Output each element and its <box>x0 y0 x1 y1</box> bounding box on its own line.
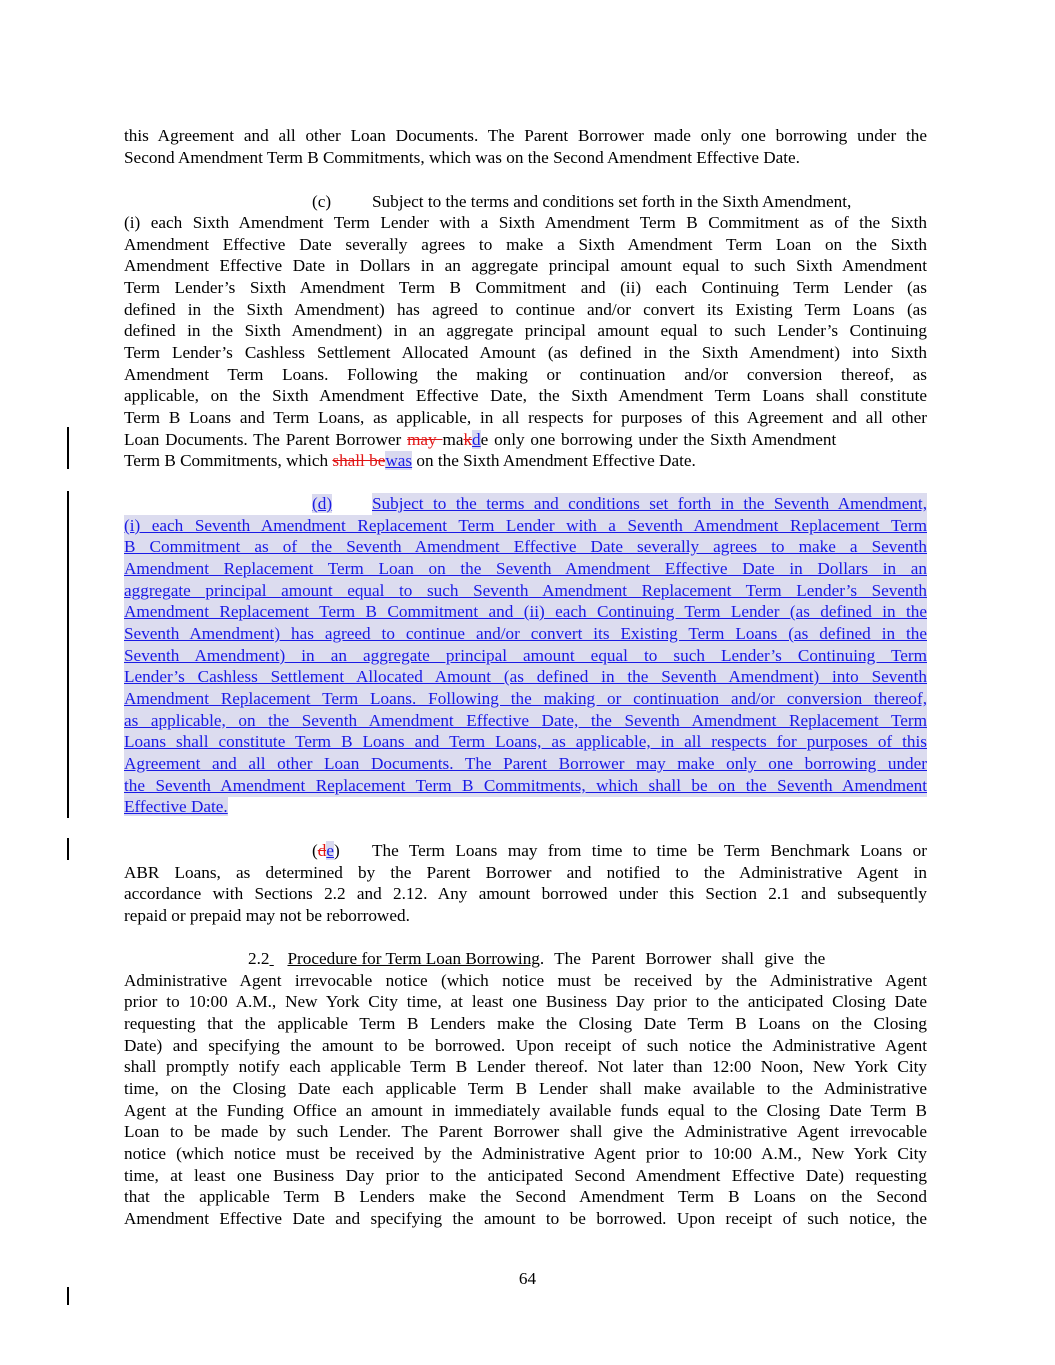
inserted-line <box>124 515 927 537</box>
inserted-text: Seventh Amendment) has agreed to continue and/or convert its Existing Term Loans (as defined in the <box>124 624 927 643</box>
inserted-line <box>124 601 927 623</box>
inserted-line <box>124 645 927 667</box>
heading-spacer <box>269 948 287 970</box>
text-line: Amendment Effective Date in Dollars in an aggregate principal amount equal to such Sixth Amendment <box>124 256 927 275</box>
inserted-line <box>124 580 927 602</box>
text-run: ma <box>442 430 464 449</box>
text-line: repaid or prepaid may not be reborrowed. <box>124 906 410 925</box>
inserted-text: Amendment Replacement Term Loan on the Seventh Amendment Effective Date in Dollars in an <box>124 559 927 578</box>
deleted-text: may <box>407 430 443 449</box>
inserted-text: (i) each Seventh Amendment Replacement Term Lender with a Seventh Amendment Replacement Term <box>124 516 927 535</box>
text-run: Term B Commitments, which <box>124 451 333 470</box>
text-line: defined in the Sixth Amendment) in an aggregate principal amount equal to such Lender’s Continuing <box>124 321 927 340</box>
paragraph-e-first-line: The Term Loans may from time to time be Term Benchmark Loans or <box>372 841 927 860</box>
text-line: Agent at the Funding Office an amount in immediately available funds equal to the Closing Date Term B <box>124 1101 927 1120</box>
inserted-line <box>124 753 927 775</box>
text-run: ) <box>333 841 340 860</box>
inserted-text: Seventh Amendment) in an aggregate principal amount equal to such Lender’s Continuing Term <box>124 646 927 665</box>
inserted-text: Loans shall constitute Term B Loans and Term Loans, as applicable, in all respects for purposes of this <box>124 732 927 751</box>
inserted-text: B Commitment as of the Seventh Amendment Effective Date severally agrees to make a Seventh <box>124 537 927 556</box>
text-line: time, at least one Business Day prior to the anticipated Second Amendment Effective Date) requesting <box>124 1166 927 1185</box>
section-heading: Procedure for Term Loan Borrowing <box>287 949 540 968</box>
text-line: Amendment Effective Date and specifying the amount to be borrowed. Upon receipt of such notice, the <box>124 1209 927 1228</box>
change-bar <box>67 838 69 860</box>
text-line: accordance with Sections 2.2 and 2.12. Any amount borrowed under this Section 2.1 and subsequently <box>124 884 927 903</box>
inserted-text: Effective Date. <box>124 797 228 816</box>
change-bar <box>67 427 69 469</box>
text-line: defined in the Sixth Amendment) has agreed to continue and/or convert its Existing Term Loans (as <box>124 300 927 319</box>
text-line: shall promptly notify each applicable Term B Lender thereof. Not later than 12:00 Noon, New York City <box>124 1057 927 1076</box>
text-line: this Agreement and all other Loan Documents. The Parent Borrower made only one borrowing under the <box>124 126 927 145</box>
text-line: Term Lender’s Sixth Amendment Term B Commitment and (ii) each Continuing Term Lender (as <box>124 278 927 297</box>
deleted-text: d <box>317 841 327 860</box>
inserted-text: d <box>472 430 481 449</box>
text-line: (i) each Sixth Amendment Term Lender with a Sixth Amendment Term B Commitment as of the Sixth <box>124 213 927 232</box>
change-bar <box>67 491 69 818</box>
inserted-text: as applicable, on the Seventh Amendment Effective Date, the Seventh Amendment Replacement Term <box>124 711 927 730</box>
text-line-revised <box>124 429 927 451</box>
inserted-text: Amendment Replacement Term B Commitment and (ii) each Continuing Term Lender (as defined in the <box>124 602 927 621</box>
section-number: 2.2 <box>248 949 270 968</box>
text-line: Loan to be made by such Lender. The Parent Borrower shall give the Administrative Agent irrevocable <box>124 1122 927 1141</box>
inserted-line <box>124 666 927 688</box>
text-line-revised <box>124 450 927 472</box>
inserted-text: Subject to the terms and conditions set forth in the Seventh Amendment, <box>372 494 927 513</box>
text-line: Date) and specifying the amount to be borrowed. Upon receipt of such notice the Administrative Agent <box>124 1036 927 1055</box>
text-line: Second Amendment Term B Commitments, which was on the Second Amendment Effective Date. <box>124 148 800 167</box>
text-run: Loan Documents. The Parent Borrower <box>124 430 408 449</box>
text-line: applicable, on the Sixth Amendment Effective Date, the Sixth Amendment Term Loans shall constitute <box>124 386 927 405</box>
inserted-line <box>124 536 927 558</box>
text-line: ABR Loans, as determined by the Parent Borrower and notified to the Administrative Agent in <box>124 863 927 882</box>
deleted-text: shall be <box>332 451 386 470</box>
paragraph-marker-d <box>312 493 336 515</box>
text-run: on the Sixth Amendment Effective Date. <box>412 451 696 470</box>
text-line: requesting that the applicable Term B Lenders make the Closing Date Term B Loans on the Closing <box>124 1014 927 1033</box>
text-line: Administrative Agent irrevocable notice (which notice must be received by the Administrative Agent <box>124 971 927 990</box>
text-line: that the applicable Term B Lenders make the Second Amendment Term B Loans on the Second <box>124 1187 927 1206</box>
inserted-line <box>124 710 927 732</box>
inserted-line <box>124 558 927 580</box>
inserted-text: e <box>326 841 334 860</box>
paragraph-marker-c: (c) <box>312 192 332 211</box>
inserted-text: aggregate principal amount equal to such Seventh Amendment Replacement Term Lender’s Seventh <box>124 581 927 600</box>
change-bar <box>67 1287 69 1305</box>
inserted-text: was <box>385 451 413 470</box>
inserted-text: the Seventh Amendment Replacement Term B Commitments, which shall be on the Seventh Amendment <box>124 776 927 795</box>
inserted-line <box>124 688 927 710</box>
text-run: e only one borrowing under the Sixth Amendment <box>480 430 837 449</box>
inserted-line <box>124 623 927 645</box>
paragraph-marker-e <box>312 840 362 862</box>
inserted-text: Amendment Replacement Term Loans. Following the making or continuation and/or conversion thereof, <box>124 689 927 708</box>
text-line: Amendment Term Loans. Following the making or continuation and/or conversion thereof, as <box>124 365 927 384</box>
text-run: . The Parent Borrower shall give the <box>539 949 826 968</box>
text-run: ( <box>312 841 318 860</box>
inserted-line-last <box>124 796 240 818</box>
text-line: Amendment Effective Date severally agrees to make a Sixth Amendment Term Loan on the Sixth <box>124 235 927 254</box>
inserted-line <box>124 775 927 797</box>
section-2-2-first-line <box>248 948 928 970</box>
inserted-text: Lender’s Cashless Settlement Allocated Amount (as defined in the Seventh Amendment) into Seventh <box>124 667 927 686</box>
text-line: Term Lender’s Cashless Settlement Allocated Amount (as defined in the Sixth Amendment) into Sixth <box>124 343 927 362</box>
text-line: time, on the Closing Date each applicable Term B Lender shall make available to the Administrative <box>124 1079 927 1098</box>
paragraph-d-first-line <box>372 493 927 515</box>
inserted-text: Agreement and all other Loan Documents. The Parent Borrower may make only one borrowing under <box>124 754 927 773</box>
paragraph-c-first-line: Subject to the terms and conditions set forth in the Sixth Amendment, <box>372 192 852 211</box>
text-line: prior to 10:00 A.M., New York City time, at least one Business Day prior to the anticipated Closing Date <box>124 992 927 1011</box>
deleted-text: k <box>463 430 473 449</box>
text-line: Term B Loans and Term Loans, as applicable, in all respects for purposes of this Agreement and all other <box>124 408 927 427</box>
inserted-text: (d) <box>312 494 333 513</box>
page-number: 64 <box>518 1269 537 1288</box>
inserted-line <box>124 731 927 753</box>
text-line: notice (which notice must be received by the Administrative Agent prior to 10:00 A.M., New York City <box>124 1144 927 1163</box>
